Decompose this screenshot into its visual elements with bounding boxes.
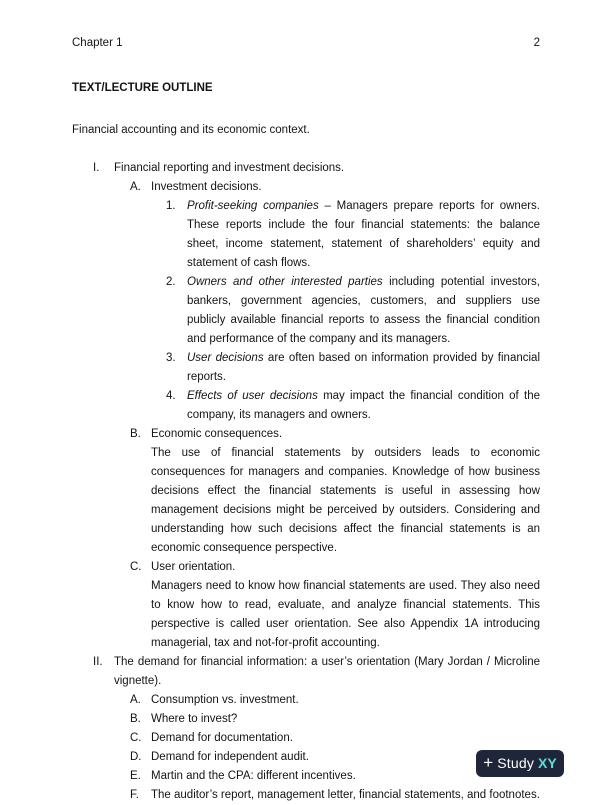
outline-subitem-1 xyxy=(166,197,540,273)
outline-subitem-2 xyxy=(166,273,540,349)
subitem-text xyxy=(187,387,540,425)
item-marker: B. xyxy=(130,713,141,725)
item-heading: Martin and the CPA: different incentives. xyxy=(151,770,356,782)
section-heading: The demand for financial information: a user’s orientation (Mary Jordan / Microline vignette). xyxy=(114,656,540,687)
item-heading: Consumption vs. investment. xyxy=(151,694,299,706)
studyxy-logo xyxy=(476,750,564,777)
subitem-body: may impact the financial condition of the company, its managers and owners. xyxy=(187,390,540,421)
outline-section-2 xyxy=(93,653,540,691)
outline-item-IC xyxy=(130,558,540,577)
item-marker: D. xyxy=(130,751,142,763)
outline-item-IA xyxy=(130,178,540,197)
item-heading: Demand for independent audit. xyxy=(151,751,309,763)
subitem-lead-italic: Effects of user decisions xyxy=(187,390,318,402)
outline-item-IIA xyxy=(130,691,540,710)
item-heading: Where to invest? xyxy=(151,713,238,725)
logo-text-xy: XY xyxy=(538,755,557,771)
outline-item-IIF xyxy=(130,786,540,805)
section-marker: II. xyxy=(93,656,103,668)
subitem-lead-italic: User decisions xyxy=(187,352,264,364)
outline-item-IB xyxy=(130,425,540,444)
item-heading: Investment decisions. xyxy=(151,181,262,193)
subitem-lead-italic: Profit-seeking companies xyxy=(187,200,319,212)
item-marker: B. xyxy=(130,428,141,440)
item-marker: C. xyxy=(130,561,142,573)
item-heading: Demand for documentation. xyxy=(151,732,293,744)
item-heading: The auditor’s report, management letter, financial statements, and footnotes. xyxy=(151,789,540,801)
item-marker: A. xyxy=(130,181,141,193)
subitem-marker: 3. xyxy=(166,352,176,364)
item-marker: A. xyxy=(130,694,141,706)
item-marker: C. xyxy=(130,732,142,744)
subitem-body: including potential investors, bankers, government agencies, customers, and suppliers use publicly available financial reports to assess the financial condition and performance of the company and its managers. xyxy=(187,276,540,345)
item-heading: Economic consequences. xyxy=(151,428,283,440)
outline-item-IIC xyxy=(130,729,540,748)
item-marker: E. xyxy=(130,770,141,782)
item-heading: User orientation. xyxy=(151,561,236,573)
subitem-marker: 4. xyxy=(166,390,176,402)
section-heading: Financial reporting and investment decisions. xyxy=(114,162,345,174)
outline-section-1 xyxy=(93,159,540,178)
item-marker: F. xyxy=(130,789,139,801)
outline-item-IIB xyxy=(130,710,540,729)
section-marker: I. xyxy=(93,162,100,174)
subitem-marker: 2. xyxy=(166,276,176,288)
subitem-text xyxy=(187,349,540,387)
page-header xyxy=(72,34,540,53)
subitem-body: are often based on information provided by financial reports. xyxy=(187,352,540,383)
logo-text-study: Study xyxy=(497,755,535,771)
subitem-marker: 1. xyxy=(166,200,176,212)
outline-subitem-4 xyxy=(166,387,540,425)
chapter-label: Chapter 1 xyxy=(72,37,123,49)
subitem-text xyxy=(187,273,540,349)
item-paragraph-IC: Managers need to know how financial statements are used. They also need to know how to read, evaluate, and analyze financial statements. This perspective is called user orientation. See also Appendix 1A introducing managerial, tax and not-for-profit accounting. xyxy=(151,580,540,649)
subitem-text xyxy=(187,197,540,273)
intro-line: Financial accounting and its economic context. xyxy=(72,124,310,136)
subitem-lead-italic: Owners and other interested parties xyxy=(187,276,383,288)
item-paragraph-IB: The use of financial statements by outsiders leads to economic consequences for managers and companies. Knowledge of how business decisions effect the financial statements is useful in assessing how management decisions might be perceived by outsiders. Considering and understanding how such decisions affect the financial statements is an economic consequence perspective. xyxy=(151,447,540,554)
outline-subitem-3 xyxy=(166,349,540,387)
page-number: 2 xyxy=(533,37,540,49)
plus-icon: + xyxy=(483,753,494,772)
document-title: TEXT/LECTURE OUTLINE xyxy=(72,82,213,94)
subitem-body: – Managers prepare reports for owners. These reports include the four financial statements: the balance sheet, income statement, statement of shareholders’ equity and statement of cash flows. xyxy=(187,200,540,269)
